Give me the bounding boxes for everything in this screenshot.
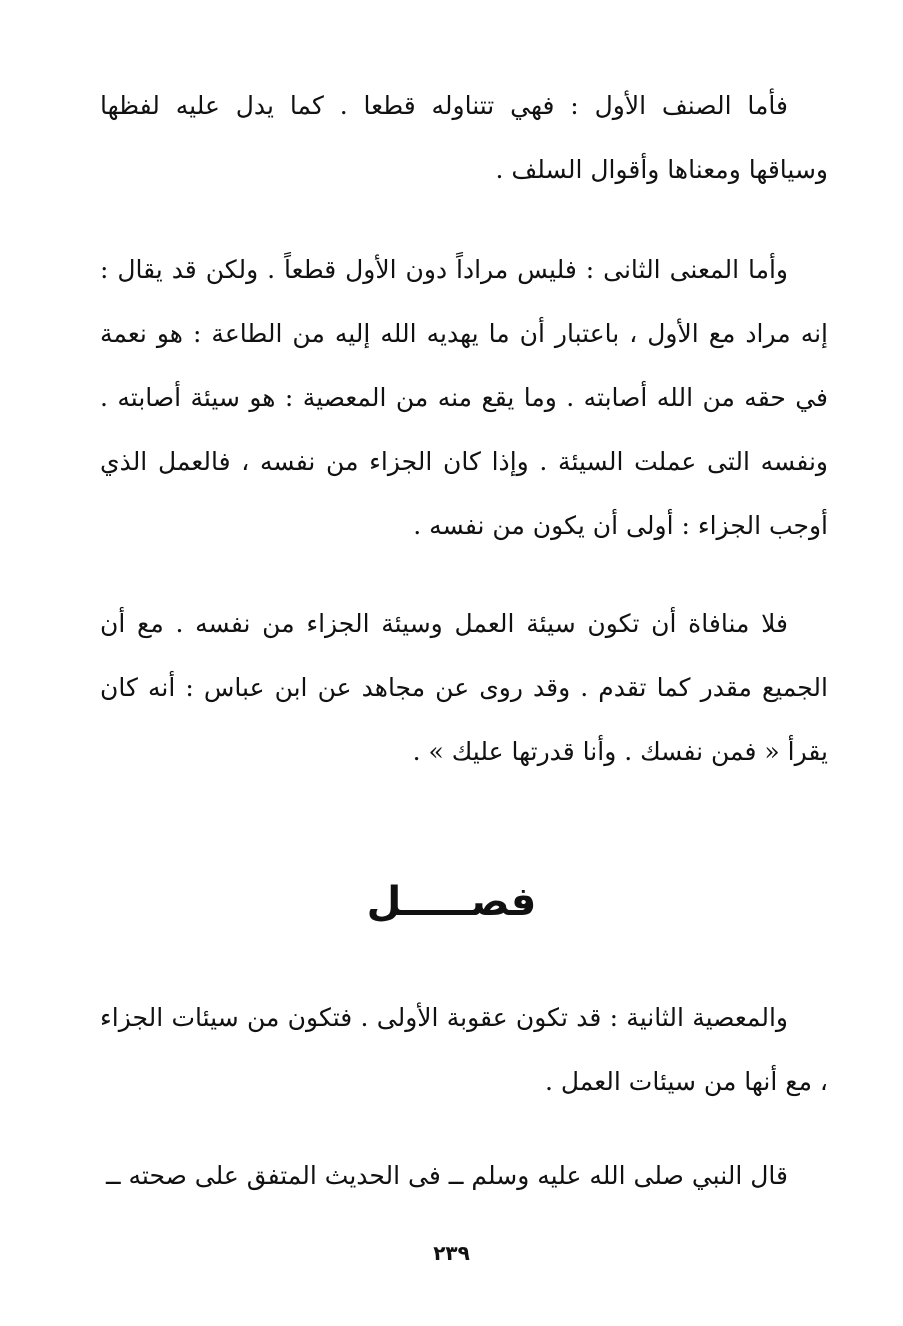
section-heading-text: فصـــــل xyxy=(366,879,537,925)
paragraph-prophet-saying: قال النبي صلى الله عليه وسلم ــ فى الحديث المتفق على صحته ــ xyxy=(105,1161,788,1190)
paragraph-no-contradiction: فلا منافاة أن تكون سيئة العمل وسيئة الجزاء من نفسه . مع أن الجميع مقدر كما تقدم . وقد روى عن مجاهد عن ابن عباس : أنه كان يقرأ « فمن نفسك . وأنا قدرتها عليك » . xyxy=(100,609,828,766)
section-heading xyxy=(0,872,903,942)
paragraph-first-category: فأما الصنف الأول : فهي تتناوله قطعا . كما يدل عليه لفظها وسياقها ومعناها وأقوال السلف . xyxy=(100,91,828,184)
paragraph-second-sin: والمعصية الثانية : قد تكون عقوبة الأولى . فتكون من سيئات الجزاء ، مع أنها من سيئات العمل . xyxy=(100,1003,828,1096)
page-number: ٢٣٩ xyxy=(433,1241,470,1265)
paragraph-second-meaning: وأما المعنى الثانى : فليس مراداً دون الأول قطعاً . ولكن قد يقال : إنه مراد مع الأول ، باعتبار أن ما يهديه الله إليه من الطاعة : هو نعمة في حقه من الله أصابته . وما يقع منه من المعصية : هو سيئة أصابته . ونفسه التى عملت السيئة . وإذا كان الجزاء من نفسه ، فالعمل الذي أوجب الجزاء : أولى أن يكون من نفسه . xyxy=(100,255,828,540)
